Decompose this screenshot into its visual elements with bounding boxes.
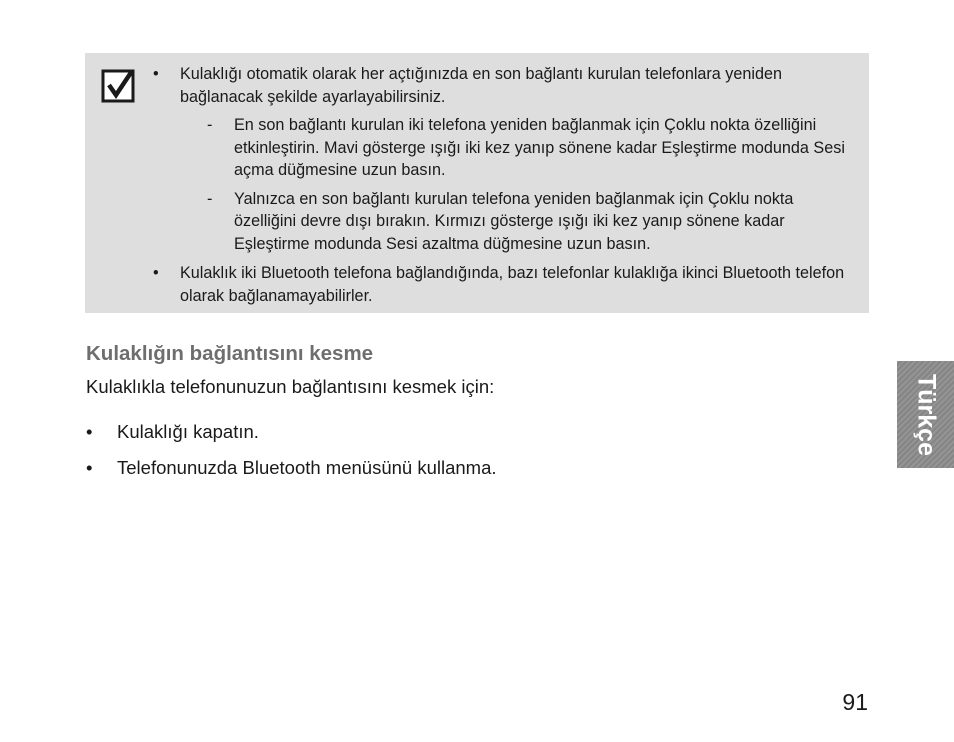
checkbox-checked-icon <box>101 67 137 103</box>
section-intro: Kulaklıkla telefonunuzun bağlantısını kesmek için: <box>86 376 495 397</box>
note-sub-item-text: En son bağlantı kurulan iki telefona yeniden bağlanmak için Çoklu nokta özelliğini etkinleştirin. Mavi gösterge ışığı iki kez yanıp sönene kadar Eşleştirme modunda Sesi açma düğmesine uzun basın. <box>234 116 845 179</box>
list-item <box>86 420 497 444</box>
note-item-text: Kulaklık iki Bluetooth telefona bağlandığında, bazı telefonlar kulaklığa ikinci Bluetooth telefon olarak bağlanamayabilirler. <box>180 264 845 305</box>
bullet: • <box>86 421 93 442</box>
page-number: 91 <box>842 689 868 715</box>
language-tab <box>897 361 954 468</box>
note-box <box>85 53 869 313</box>
bullet: • <box>153 65 159 83</box>
list-item <box>86 456 497 480</box>
section-title: Kulaklığın bağlantısını kesme <box>86 342 374 365</box>
note-sub-item <box>180 188 853 256</box>
note-sub-item-text: Yalnızca en son bağlantı kurulan telefona yeniden bağlanmak için Çoklu nokta özelliğini devre dışı bırakın. Kırmızı gösterge ışığı iki kez yanıp sönene kadar Eşleştirme modunda Sesi azaltma düğmesine uzun basın. <box>234 189 794 253</box>
note-list <box>153 63 853 307</box>
list-item-text: Kulaklığı kapatın. <box>117 421 259 442</box>
dash: - <box>207 116 213 134</box>
note-item <box>153 63 853 255</box>
bullet: • <box>153 264 159 282</box>
list-item-text: Telefonunuzda Bluetooth menüsünü kullanma. <box>117 457 497 478</box>
note-item-text: Kulaklığı otomatik olarak her açtığınızda en son bağlantı kurulan telefonlara yeniden bağlanacak şekilde ayarlayabilirsiniz. <box>180 65 783 106</box>
dash: - <box>207 189 213 208</box>
section-list <box>86 420 497 480</box>
note-item <box>153 262 853 307</box>
note-sub-list <box>180 114 853 255</box>
bullet: • <box>86 457 93 478</box>
language-tab-label: Türkçe <box>912 373 940 456</box>
note-sub-item <box>180 114 853 182</box>
